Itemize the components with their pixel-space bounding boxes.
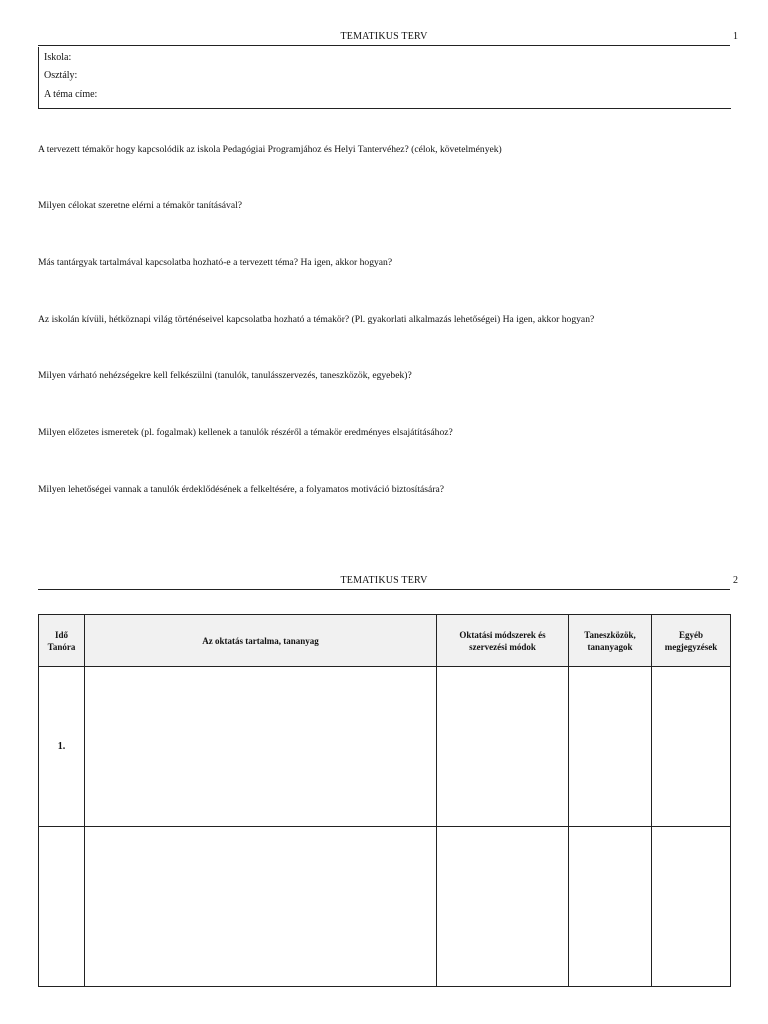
header-tools	[569, 615, 652, 667]
question-other-subjects: Más tantárgyak tartalmával kapcsolatba hozható-e a tervezett téma? Ha igen, akkor hogyan?	[38, 257, 393, 268]
header-tools-text: Taneszközök, tananyagok	[584, 629, 636, 652]
question-motivation: Milyen lehetőségei vannak a tanulók érdeklődésének a felkeltésére, a folyamatos motiváció biztosítására?	[38, 484, 444, 495]
header-content-text: Az oktatás tartalma, tananyag	[202, 635, 319, 646]
page1-number: 1	[733, 31, 738, 42]
header-methods-text: Oktatási módszerek és szervezési módok	[459, 629, 546, 652]
table-cell-tools	[569, 667, 652, 827]
page2-title: TEMATIKUS TERV	[340, 575, 428, 586]
topic-label: A téma címe:	[44, 89, 98, 100]
header-methods	[437, 615, 569, 667]
header-time-lesson-text: Idő Tanóra	[47, 629, 76, 652]
question-difficulties: Milyen várható nehézségekre kell felkészülni (tanulók, tanulásszervezés, taneszközök, egyebek)?	[38, 370, 412, 381]
page2-number: 2	[733, 575, 738, 586]
question-curriculum-link: A tervezett témakör hogy kapcsolódik az iskola Pedagógiai Programjához és Helyi Tantervéhez? (célok, követelmények)	[38, 144, 502, 155]
page2-header	[38, 575, 738, 590]
info-block	[38, 47, 731, 109]
question-goals: Milyen célokat szeretne elérni a témakör tanításával?	[38, 200, 243, 211]
header-content	[85, 615, 437, 667]
page1-header	[38, 31, 738, 46]
header-notes-text: Egyéb megjegyzések	[664, 629, 718, 652]
table-cell-methods	[437, 827, 569, 987]
table-header-row	[39, 615, 731, 667]
table-cell-content	[85, 827, 437, 987]
class-label: Osztály:	[44, 70, 78, 81]
table-cell-lesson	[39, 827, 85, 987]
school-label: Iskola:	[44, 52, 72, 63]
question-prior-knowledge: Milyen előzetes ismeretek (pl. fogalmak) kellenek a tanulók részéről a témakör eredményes elsajátításához?	[38, 427, 453, 438]
table-cell-lesson: 1.	[39, 667, 85, 827]
header-time-lesson	[39, 615, 85, 667]
page1-title: TEMATIKUS TERV	[340, 31, 428, 42]
table-cell-methods	[437, 667, 569, 827]
table-row	[39, 827, 731, 987]
header-notes	[652, 615, 731, 667]
table-row	[39, 667, 731, 827]
table-cell-tools	[569, 827, 652, 987]
table-cell-content	[85, 667, 437, 827]
table-cell-notes	[652, 667, 731, 827]
plan-table	[38, 614, 731, 987]
question-everyday-world: Az iskolán kívüli, hétköznapi világ történéseivel kapcsolatba hozható a témakör? (Pl. gyakorlati alkalmazás lehetőségei) Ha igen, akkor hogyan?	[38, 314, 595, 325]
table-cell-notes	[652, 827, 731, 987]
